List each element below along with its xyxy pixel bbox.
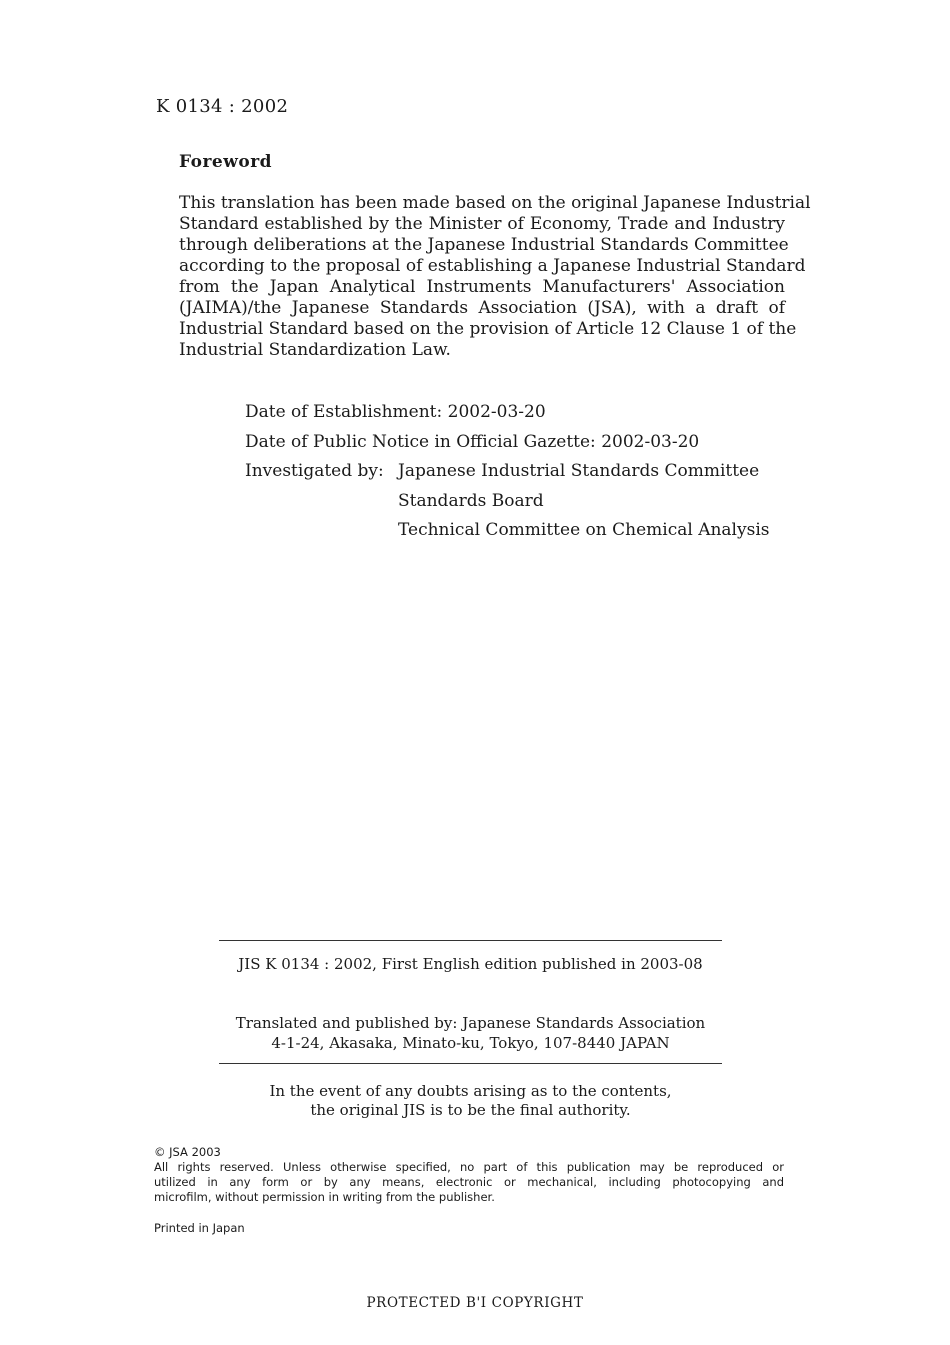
notice-value: 2002-03-20 <box>601 431 700 452</box>
foreword-line: from the Japan Analytical Instruments Manufacturers' Association <box>179 277 785 297</box>
foreword-line: according to the proposal of establishing a Japanese Industrial Standard <box>179 256 806 276</box>
printed-in: Printed in Japan <box>154 1221 245 1235</box>
investigated-value: Technical Committee on Chemical Analysis <box>398 520 770 540</box>
foreword-line: (JAIMA)/the Japanese Standards Association (JSA), with a draft of <box>179 298 785 318</box>
authority-line: In the event of any doubts arising as to the contents, <box>269 1082 672 1100</box>
edition-line: JIS K 0134 : 2002, First English edition published in 2003-08 <box>238 955 703 973</box>
establishment-label: Date of Establishment: <box>245 402 443 422</box>
publisher-line: Translated and published by: Japanese Standards Association <box>235 1014 706 1032</box>
investigated-row <box>245 516 770 546</box>
establishment-row <box>245 398 770 428</box>
rights-line: microfilm, without permission in writing from the publisher. <box>154 1190 495 1204</box>
foreword-line: Standard established by the Minister of Economy, Trade and Industry <box>179 214 785 234</box>
copyright-notice: © JSA 2003 <box>154 1145 221 1159</box>
copyright-block <box>154 1145 784 1205</box>
notice-row <box>245 428 770 458</box>
establishment-value: 2002-03-20 <box>447 402 546 422</box>
rights-line: utilized in any form or by any means, electronic or mechanical, including photocopying and <box>154 1175 784 1189</box>
rights-line: All rights reserved. Unless otherwise specified, no part of this publication may be reproduced or <box>154 1160 784 1174</box>
investigated-row <box>245 487 770 517</box>
foreword-line: This translation has been made based on the original Japanese Industrial <box>179 193 811 213</box>
divider-bottom <box>219 1063 722 1064</box>
foreword-title: Foreword <box>179 152 273 172</box>
address-line: 4-1-24, Akasaka, Minato-ku, Tokyo, 107-8440 JAPAN <box>271 1034 670 1052</box>
foreword-line: Industrial Standard based on the provision of Article 12 Clause 1 of the <box>179 319 797 339</box>
protected-footer: PROTECTED B'I COPYRIGHT <box>366 1295 584 1311</box>
standard-number: K 0134 : 2002 <box>156 96 289 117</box>
investigated-value: Japanese Industrial Standards Committee <box>398 461 760 481</box>
notice-label: Date of Public Notice in Official Gazette: <box>245 431 596 452</box>
investigated-label: Investigated by: <box>245 461 384 481</box>
foreword-line: Industrial Standardization Law. <box>179 340 451 360</box>
divider-top <box>219 940 722 941</box>
investigated-row <box>245 457 770 487</box>
foreword-line: through deliberations at the Japanese Industrial Standards Committee <box>179 235 789 255</box>
authority-line: the original JIS is to be the final authority. <box>310 1101 631 1119</box>
dates-block <box>245 398 770 546</box>
foreword-body <box>179 193 811 361</box>
investigated-value: Standards Board <box>398 490 544 511</box>
